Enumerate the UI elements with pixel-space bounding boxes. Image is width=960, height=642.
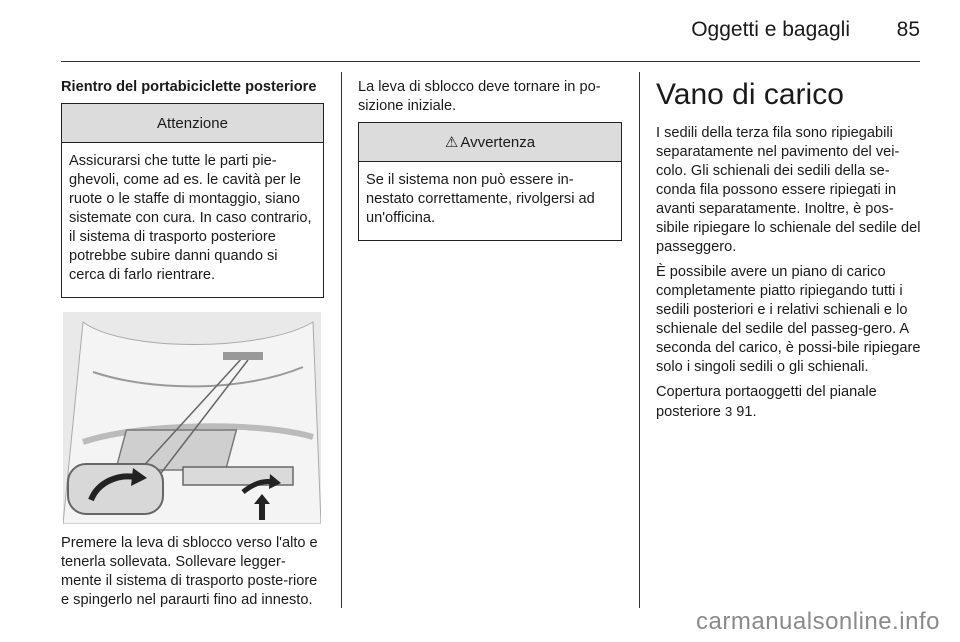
warning-box: [358, 122, 622, 241]
warning-body: Se il sistema non può essere in-nestato correttamente, rivolgersi ad un'officina.: [366, 172, 595, 226]
page-number: 85: [896, 18, 920, 41]
paragraph-1: I sedili della terza fila sono ripiegabili separatamente nel pavimento del vei-colo. Gli schienali dei sedili della se-conda fila possono essere ripiegati in avanti separatamente. Inoltre, è pos-sibile ripiegare lo schienale del sedile del passeggero.: [656, 125, 921, 255]
section-title: Vano di carico: [656, 78, 844, 111]
column-1: [61, 78, 324, 616]
caution-box: [61, 103, 324, 298]
watermark: carmanualsonline.info: [696, 608, 940, 635]
cross-reference[interactable]: [656, 383, 922, 422]
cross-ref-page[interactable]: 91.: [736, 404, 757, 420]
warning-title: Avvertenza: [460, 134, 536, 151]
lever-paragraph: La leva di sblocco deve tornare in po-sizione iniziale.: [358, 79, 601, 114]
header-title: Oggetti e bagagli: [691, 18, 850, 41]
warning-triangle-icon: ⚠: [444, 134, 459, 151]
bike-carrier-illustration: [63, 312, 321, 524]
subheading: Rientro del portabiciclette posteriore: [61, 79, 317, 95]
caution-title: Attenzione: [62, 104, 323, 143]
cross-ref-text: Copertura portaoggetti del pianale posteriore: [656, 384, 877, 420]
paragraph-2: È possibile avere un piano di carico completamente piatto ripiegando tutti i sedili posteriori e i relativi schienali e lo schienale del sedile del passeg-gero. A seconda del carico, è possi-bile ripiegare solo i singoli sedili o gli schienali.: [656, 264, 921, 375]
column-3: [656, 78, 922, 428]
caution-body: Assicurarsi che tutte le parti pie-ghevoli, come ad es. le cavità per le ruote o le staffe di montaggio, siano sistemate con cura. In caso contrario, il sistema di trasporto posteriore potrebbe subire danni quando si cerca di farlo rientrare.: [69, 153, 312, 283]
column-divider-1: [341, 72, 342, 608]
column-divider-2: [639, 72, 640, 608]
header-rule: [61, 61, 920, 62]
instruction-paragraph: Premere la leva di sblocco verso l'alto e tenerla sollevata. Sollevare legger-mente il sistema di trasporto poste-riore e spingerlo nel paraurti fino ad innesto.: [61, 535, 318, 608]
column-2: [358, 78, 622, 255]
warning-header: [359, 123, 621, 162]
cross-ref-arrow-icon: 3: [724, 404, 733, 419]
